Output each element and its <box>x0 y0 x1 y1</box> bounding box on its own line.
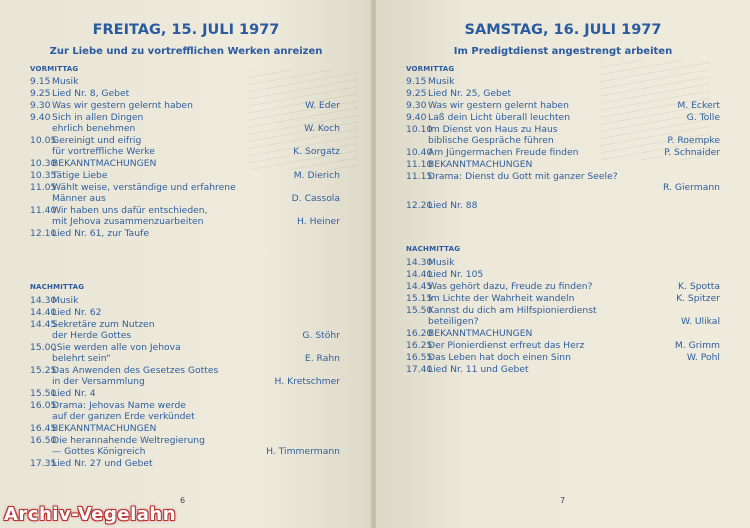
schedule-entry <box>30 458 340 469</box>
entry-time: 17.40 <box>406 364 433 375</box>
entry-time: 10.30 <box>30 158 57 169</box>
entry-time: 11.10 <box>406 159 433 170</box>
entry-title: Was wir gestern gelernt haben <box>52 100 193 111</box>
entry-time: 15.00 <box>30 342 57 353</box>
entry-speaker: M. Eckert <box>677 100 720 111</box>
entry-title: Was wir gestern gelernt haben <box>428 100 569 111</box>
entry-title: Drama: Dienst du Gott mit ganzer Seele? <box>428 171 618 182</box>
entry-time: 11.05 <box>30 182 57 193</box>
entry-title: „Sie werden alle von Jehova belehrt sein“ <box>52 342 181 364</box>
entry-title: Das Anwenden des Gesetzes Gottes in der Versammlung <box>52 365 219 387</box>
schedule-entry <box>406 305 720 327</box>
schedule-entry <box>30 435 340 457</box>
entry-time: 14.45 <box>406 281 433 292</box>
schedule-entry <box>30 205 340 227</box>
entry-time: 9.40 <box>30 112 51 123</box>
entry-speaker: E. Rahn <box>304 353 340 364</box>
page-subtitle: Im Predigtdienst angestrengt arbeiten <box>453 46 673 57</box>
entry-speaker: K. Spitzer <box>676 293 720 304</box>
entry-time: 10.35 <box>30 170 57 181</box>
schedule-entry <box>406 340 720 351</box>
entry-title: BEKANNTMACHUNGEN <box>52 158 157 169</box>
entry-time: 16.45 <box>30 423 57 434</box>
entry-title: Lied Nr. 62 <box>52 307 102 318</box>
entry-time: 9.40 <box>406 112 427 123</box>
entry-time: 16.55 <box>406 352 433 363</box>
entry-speaker: K. Sorgatz <box>293 146 340 157</box>
schedule-entry <box>30 158 340 169</box>
entry-title: BEKANNTMACHUNGEN <box>52 423 157 434</box>
schedule-entry <box>30 88 340 99</box>
schedule-entry <box>406 171 720 193</box>
entry-title: Sekretäre zum Nutzen der Herde Gottes <box>52 319 155 341</box>
entry-title: Am Jüngermachen Freude finden <box>428 147 579 158</box>
schedule-entry <box>406 269 720 280</box>
schedule-entry <box>406 147 720 158</box>
entry-title: BEKANNTMACHUNGEN <box>428 159 533 170</box>
section-label-afternoon: NACHMITTAG <box>30 283 85 291</box>
entry-time: 12.20 <box>406 200 433 211</box>
entry-speaker: M. Grimm <box>674 340 720 351</box>
entry-time: 9.30 <box>406 100 427 111</box>
entry-speaker: M. Dierich <box>293 170 340 181</box>
entry-speaker: W. Eder <box>305 100 340 111</box>
schedule-entry <box>30 400 340 422</box>
entry-title: Gereinigt und eifrig für vortreffliche Werke <box>52 135 155 157</box>
entry-time: 15.50 <box>30 388 57 399</box>
entry-title: Lied Nr. 105 <box>428 269 484 280</box>
schedule-entry <box>406 124 720 146</box>
entry-speaker: P. Schnaider <box>664 147 720 158</box>
entry-speaker: H. Heiner <box>297 216 340 227</box>
schedule-entry <box>406 364 720 375</box>
page-number: 6 <box>180 496 186 505</box>
entry-title: Lied Nr. 27 und Gebet <box>52 458 153 469</box>
entry-title: Der Pionierdienst erfreut das Herz <box>428 340 585 351</box>
entry-time: 10.10 <box>406 124 433 135</box>
entry-time: 14.30 <box>406 257 433 268</box>
entry-title: Das Leben hat doch einen Sinn <box>428 352 571 363</box>
entry-speaker: G. Stöhr <box>302 330 340 341</box>
entry-time: 15.25 <box>30 365 57 376</box>
entry-title: Die herannahende Weltregierung — Gottes Königreich <box>52 435 205 457</box>
left-page <box>0 0 372 528</box>
entry-speaker: G. Tolle <box>686 112 720 123</box>
entry-time: 9.25 <box>406 88 427 99</box>
entry-time: 16.20 <box>406 328 433 339</box>
entry-title: Musik <box>52 76 79 87</box>
entry-title: Lied Nr. 8, Gebet <box>52 88 130 99</box>
entry-time: 15.50 <box>406 305 433 316</box>
entry-time: 15.15 <box>406 293 433 304</box>
entry-time: 12.10 <box>30 228 57 239</box>
entry-title: Sich in allen Dingen ehrlich benehmen <box>52 112 144 134</box>
page-title: FREITAG, 15. JULI 1977 <box>92 22 280 38</box>
entry-title: Musik <box>428 257 455 268</box>
entry-speaker: H. Timmermann <box>266 446 340 457</box>
watermark: Archiv-Vegelahn <box>4 504 177 525</box>
schedule-entry <box>30 295 340 306</box>
section-label-morning: VORMITTAG <box>406 65 455 73</box>
schedule-entry <box>30 319 340 341</box>
entry-time: 10.05 <box>30 135 57 146</box>
schedule-entry <box>406 76 720 87</box>
entry-speaker: P. Roempke <box>667 135 720 146</box>
entry-title: Musik <box>428 76 455 87</box>
entry-title: Musik <box>52 295 79 306</box>
schedule-entry <box>30 423 340 434</box>
entry-time: 14.40 <box>30 307 57 318</box>
schedule-entry <box>30 307 340 318</box>
entry-time: 11.40 <box>30 205 57 216</box>
entry-time: 14.30 <box>30 295 57 306</box>
entry-title: Im Dienst von Haus zu Haus biblische Gespräche führen <box>428 124 558 146</box>
entry-title: Tätige Liebe <box>52 170 108 181</box>
page-number: 7 <box>560 496 566 505</box>
schedule-entry <box>30 342 340 364</box>
schedule-entry <box>406 200 720 211</box>
entry-title: Laß dein Licht überall leuchten <box>428 112 571 123</box>
entry-title: Lied Nr. 4 <box>52 388 96 399</box>
entry-title: Im Lichte der Wahrheit wandeln <box>428 293 575 304</box>
entry-time: 9.15 <box>30 76 51 87</box>
schedule-entry <box>30 76 340 87</box>
entry-time: 16.05 <box>30 400 57 411</box>
entry-time: 16.50 <box>30 435 57 446</box>
schedule-entry <box>406 112 720 123</box>
entry-speaker: D. Cassola <box>291 193 340 204</box>
entry-title: Lied Nr. 61, zur Taufe <box>52 228 150 239</box>
entry-title: Drama: Jehovas Name werde auf der ganzen Erde verkündet <box>52 400 195 422</box>
schedule-entry <box>406 328 720 339</box>
schedule-entry <box>30 135 340 157</box>
section-label-morning: VORMITTAG <box>30 65 79 73</box>
entry-speaker: W. Pohl <box>686 352 720 363</box>
entry-time: 10.40 <box>406 147 433 158</box>
entry-speaker: W. Koch <box>304 123 340 134</box>
schedule-entry <box>30 100 340 111</box>
schedule-entry <box>406 88 720 99</box>
entry-speaker: R. Giermann <box>662 182 720 193</box>
entry-title: Was gehört dazu, Freude zu finden? <box>428 281 593 292</box>
schedule-entry <box>406 281 720 292</box>
schedule-entry <box>30 170 340 181</box>
entry-time: 9.15 <box>406 76 427 87</box>
entry-time: 14.45 <box>30 319 57 330</box>
schedule-entry <box>406 100 720 111</box>
entry-title: BEKANNTMACHUNGEN <box>428 328 533 339</box>
schedule-entry <box>406 352 720 363</box>
entry-title: Lied Nr. 88 <box>428 200 478 211</box>
schedule-entry <box>30 182 340 204</box>
schedule-entry <box>30 228 340 239</box>
entry-time: 14.40 <box>406 269 433 280</box>
entry-time: 17.35 <box>30 458 57 469</box>
entry-speaker: W. Ulikal <box>680 316 720 327</box>
entry-speaker: K. Spotta <box>678 281 720 292</box>
section-label-afternoon: NACHMITTAG <box>406 245 461 253</box>
entry-title: Wir haben uns dafür entschieden, mit Jehova zusammenzuarbeiten <box>52 205 208 227</box>
entry-title: Wählt weise, verständige und erfahrene Männer aus <box>52 182 236 204</box>
right-page <box>376 0 750 528</box>
schedule-entry <box>406 293 720 304</box>
entry-time: 11.15 <box>406 171 433 182</box>
schedule-entry <box>30 112 340 134</box>
entry-time: 9.25 <box>30 88 51 99</box>
schedule-entry <box>30 365 340 387</box>
entry-time: 16.25 <box>406 340 433 351</box>
entry-time: 9.30 <box>30 100 51 111</box>
entry-title: Lied Nr. 11 und Gebet <box>428 364 529 375</box>
entry-speaker: H. Kretschmer <box>274 376 340 387</box>
entry-title: Lied Nr. 25, Gebet <box>428 88 512 99</box>
page-title: SAMSTAG, 16. JULI 1977 <box>464 22 662 38</box>
page-subtitle: Zur Liebe und zu vortrefflichen Werken anreizen <box>49 46 323 57</box>
schedule-entry <box>406 159 720 170</box>
schedule-entry <box>30 388 340 399</box>
schedule-entry <box>406 257 720 268</box>
entry-title: Kannst du dich am Hilfspionierdienst beteiligen? <box>428 305 597 327</box>
